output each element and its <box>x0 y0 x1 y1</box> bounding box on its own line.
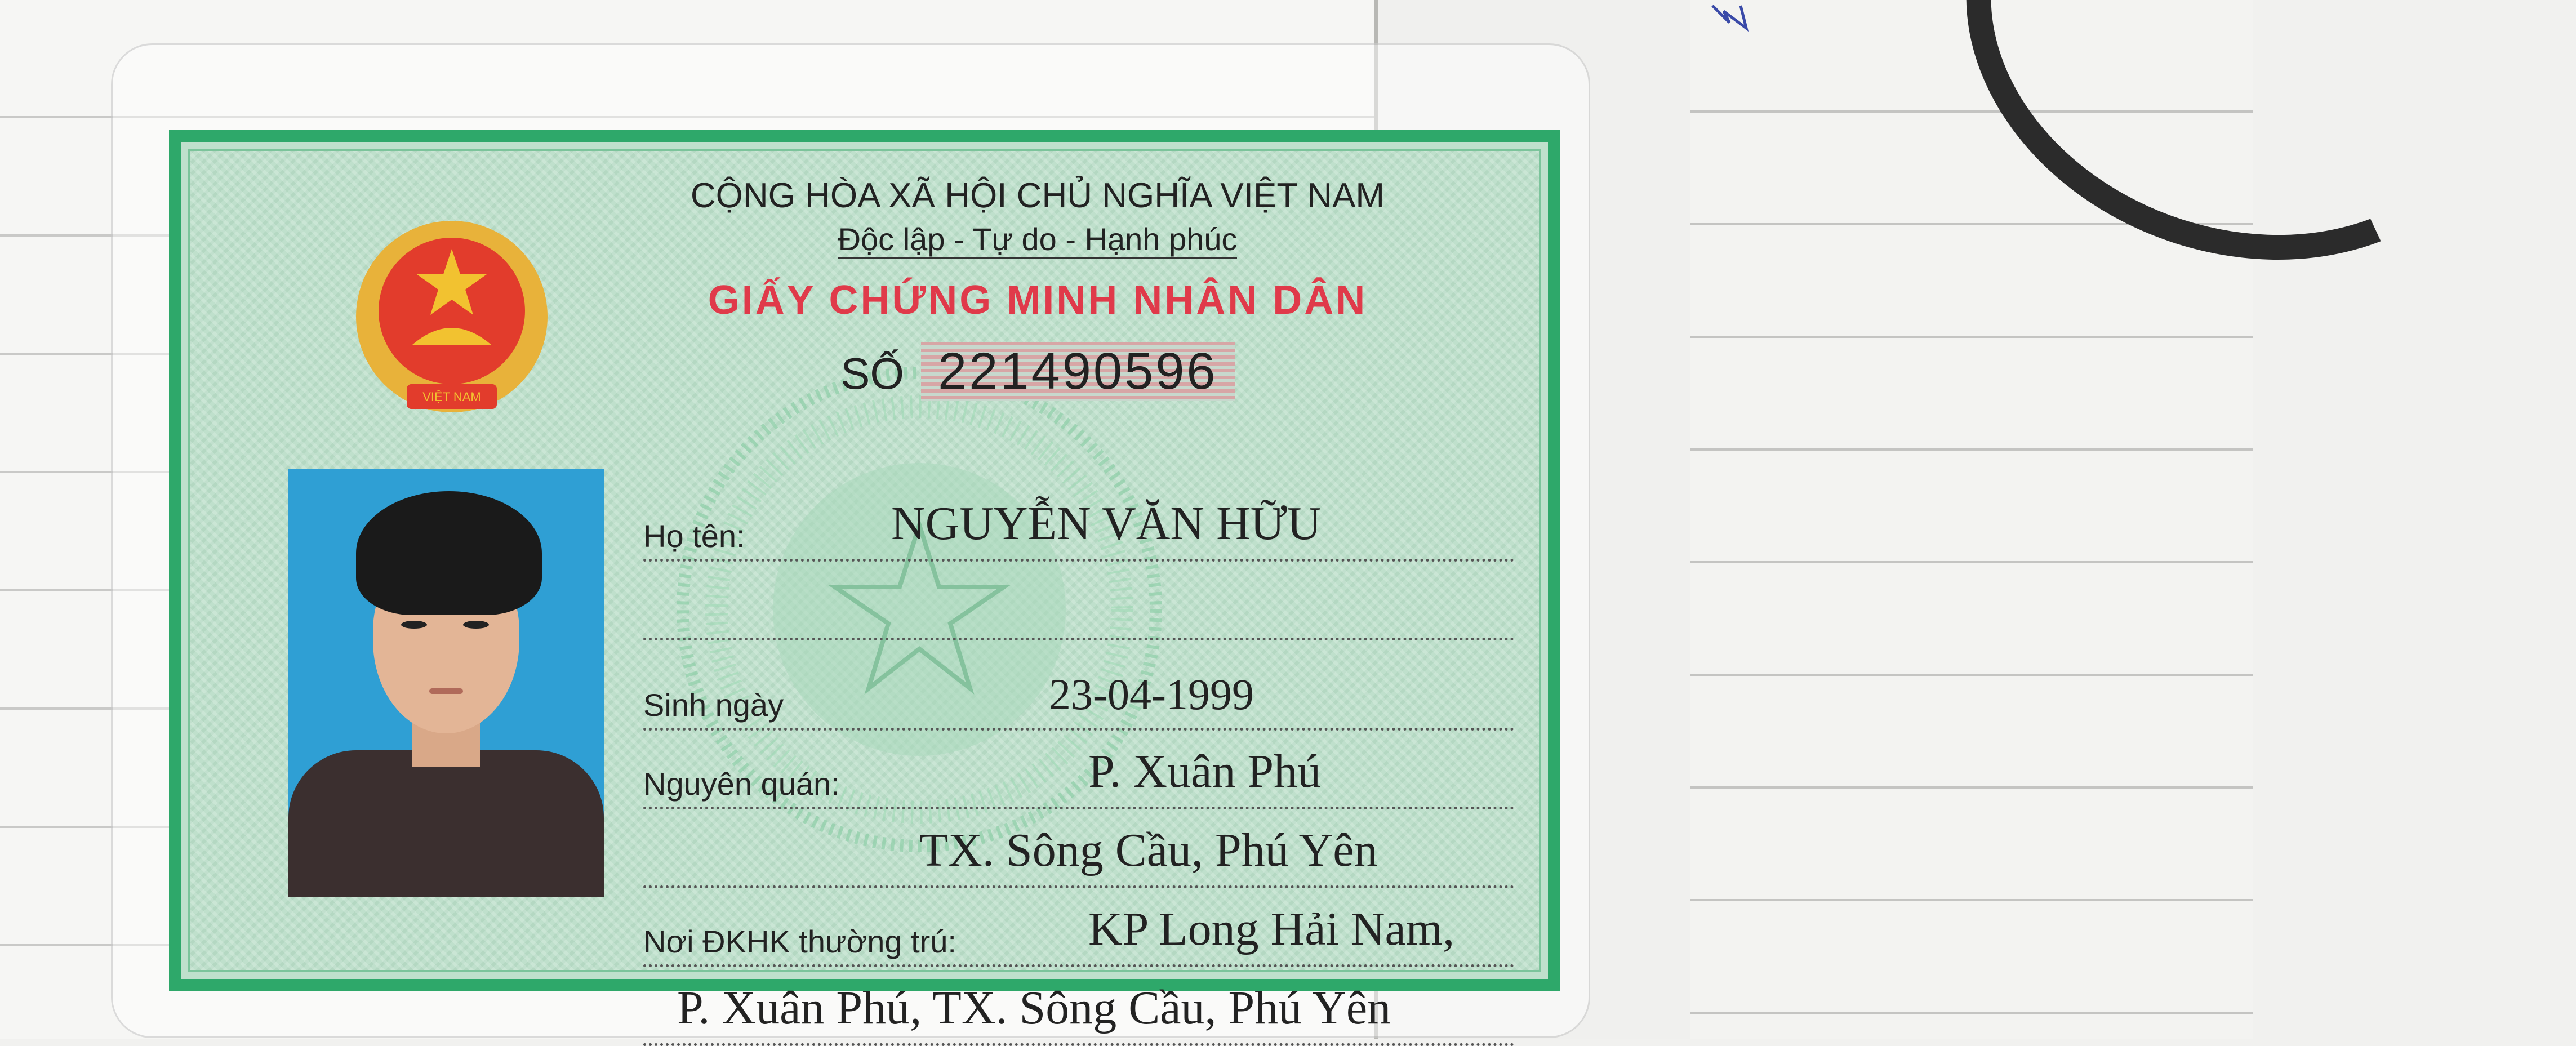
motto <box>576 221 1500 257</box>
ink-scribble <box>1707 0 1774 39</box>
residence-field-line-2 <box>643 976 1514 1046</box>
holder-photo <box>288 469 604 891</box>
origin-label: Nguyên quán: <box>643 766 840 802</box>
dob-label: Sinh ngày <box>643 687 784 723</box>
id-number-label: SỐ <box>840 349 905 398</box>
name-continuation-line <box>643 570 1514 640</box>
residence-label: Nơi ĐKHK thường trú: <box>643 924 956 959</box>
residence-line-1: KP Long Hải Nam, <box>1088 903 1455 955</box>
id-card <box>169 130 1560 1034</box>
motto-text: Độc lập - Tự do - Hạnh phúc <box>838 221 1238 259</box>
residence-field <box>643 897 1514 967</box>
photo-mouth <box>429 688 463 694</box>
emblem-ribbon-text: VIỆT NAM <box>422 390 481 404</box>
name-label: Họ tên: <box>643 518 745 554</box>
id-number-value: 221490596 <box>921 342 1235 401</box>
origin-line-1: P. Xuân Phú <box>1088 745 1322 798</box>
origin-field <box>643 739 1514 809</box>
national-emblem <box>345 215 559 429</box>
id-number-row <box>576 342 1500 401</box>
photo-eye-right <box>463 621 489 629</box>
photo-shirt <box>288 750 604 897</box>
residence-line-2: P. Xuân Phú, TX. Sông Cầu, Phú Yên <box>677 982 1391 1034</box>
origin-field-line-2 <box>643 818 1514 888</box>
dob-value: 23-04-1999 <box>1049 670 1254 719</box>
origin-line-2: TX. Sông Cầu, Phú Yên <box>919 824 1378 876</box>
photo-hair <box>356 491 542 615</box>
photo-eye-left <box>401 621 427 629</box>
dob-field <box>643 660 1514 731</box>
document-title: GIẤY CHỨNG MINH NHÂN DÂN <box>708 278 1368 323</box>
country-heading: CỘNG HÒA XÃ HỘI CHỦ NGHĨA VIỆT NAM <box>690 176 1385 215</box>
name-field <box>643 491 1514 562</box>
name-value: NGUYỄN VĂN HỮU <box>891 497 1322 550</box>
